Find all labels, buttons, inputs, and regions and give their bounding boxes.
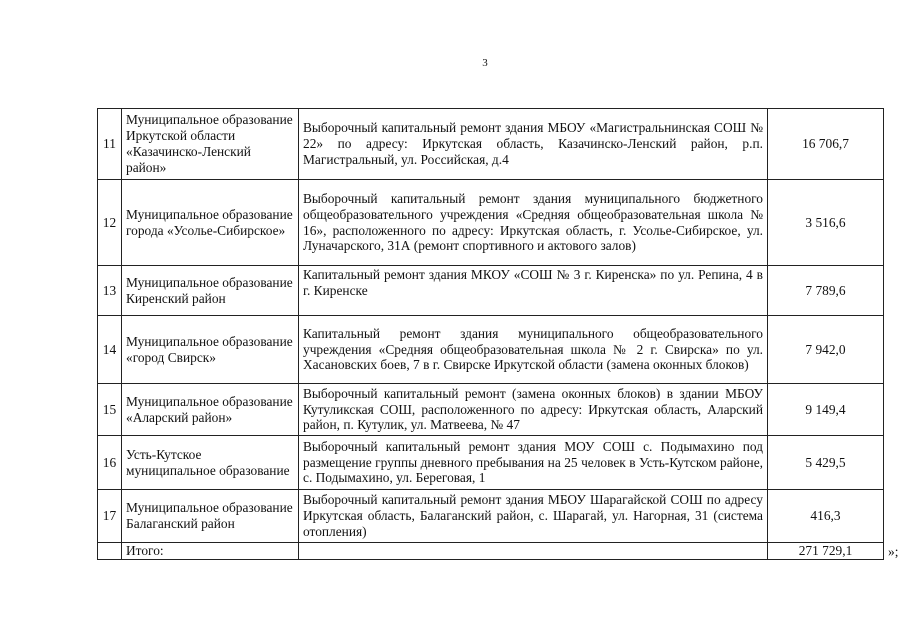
description-cell: Выборочный капитальный ремонт здания муниципального бюджетного общеобразовательного учреждения «Средняя общеобразовательная школа № 16», расположенного по адресу: Иркутская область, г. Усолье-Сибирское, ул. Луначарского, 31А (ремонт спортивного и актового залов) (299, 180, 768, 266)
row-number: 12 (98, 180, 122, 266)
amount-cell: 3 516,6 (768, 180, 884, 266)
closing-quote: »; (888, 544, 899, 559)
municipality-cell: Усть-Кутское муниципальное образование (122, 436, 299, 490)
page-number: 3 (482, 57, 488, 69)
row-number: 11 (98, 109, 122, 180)
description-cell: Выборочный капитальный ремонт (замена оконных блоков) в здании МБОУ Кутуликская СОШ, расположенного по адресу: Иркутская область, Аларский район, п. Кутулик, ул. Матвеева, № 47 (299, 384, 768, 436)
table-row (98, 109, 884, 180)
table-row (98, 180, 884, 266)
amount-cell: 5 429,5 (768, 436, 884, 490)
description-cell: Капитальный ремонт здания муниципального общеобразовательного учреждения «Средняя общеобразовательная школа № 2 г. Свирска» по ул. Хасановских боев, 7 в г. Свирске Иркутской области (замена оконных блоков) (299, 316, 768, 384)
amount-cell: 16 706,7 (768, 109, 884, 180)
table-row (98, 316, 884, 384)
description-cell: Выборочный капитальный ремонт здания МБОУ «Магистральнинская СОШ № 22» по адресу: Иркутская область, Казачинско-Ленский район, р.п. Магистральный, ул. Российская, д.4 (299, 109, 768, 180)
municipality-cell: Муниципальное образование Иркутской области «Казачинско-Ленский район» (122, 109, 299, 180)
total-empty-cell (299, 543, 768, 560)
table-row (98, 266, 884, 316)
amount-cell: 7 789,6 (768, 266, 884, 316)
amount-cell: 7 942,0 (768, 316, 884, 384)
municipality-cell: Муниципальное образование «город Свирск» (122, 316, 299, 384)
table-row (98, 384, 884, 436)
municipality-cell: Муниципальное образование Киренский район (122, 266, 299, 316)
table-row (98, 490, 884, 543)
description-cell: Выборочный капитальный ремонт здания МОУ СОШ с. Подымахино под размещение группы дневного пребывания на 25 человек в Усть-Кутском районе, с. Подымахино, ул. Береговая, 1 (299, 436, 768, 490)
budget-table (97, 108, 884, 560)
table-row (98, 436, 884, 490)
municipality-cell: Муниципальное образование «Аларский район» (122, 384, 299, 436)
row-number: 17 (98, 490, 122, 543)
row-number: 15 (98, 384, 122, 436)
total-row (98, 543, 884, 560)
municipality-cell: Муниципальное образование города «Усолье-Сибирское» (122, 180, 299, 266)
amount-cell: 416,3 (768, 490, 884, 543)
row-number: 14 (98, 316, 122, 384)
description-cell: Капитальный ремонт здания МКОУ «СОШ № 3 г. Киренска» по ул. Репина, 4 в г. Киренске (299, 266, 768, 316)
row-number: 16 (98, 436, 122, 490)
description-cell: Выборочный капитальный ремонт здания МБОУ Шарагайской СОШ по адресу Иркутская область, Балаганский район, с. Шарагай, ул. Нагорная, 31 (система отопления) (299, 490, 768, 543)
total-amount: 271 729,1 (768, 543, 884, 560)
row-number: 13 (98, 266, 122, 316)
municipality-cell: Муниципальное образование Балаганский район (122, 490, 299, 543)
total-number-cell (98, 543, 122, 560)
amount-cell: 9 149,4 (768, 384, 884, 436)
total-label: Итого: (122, 543, 299, 560)
